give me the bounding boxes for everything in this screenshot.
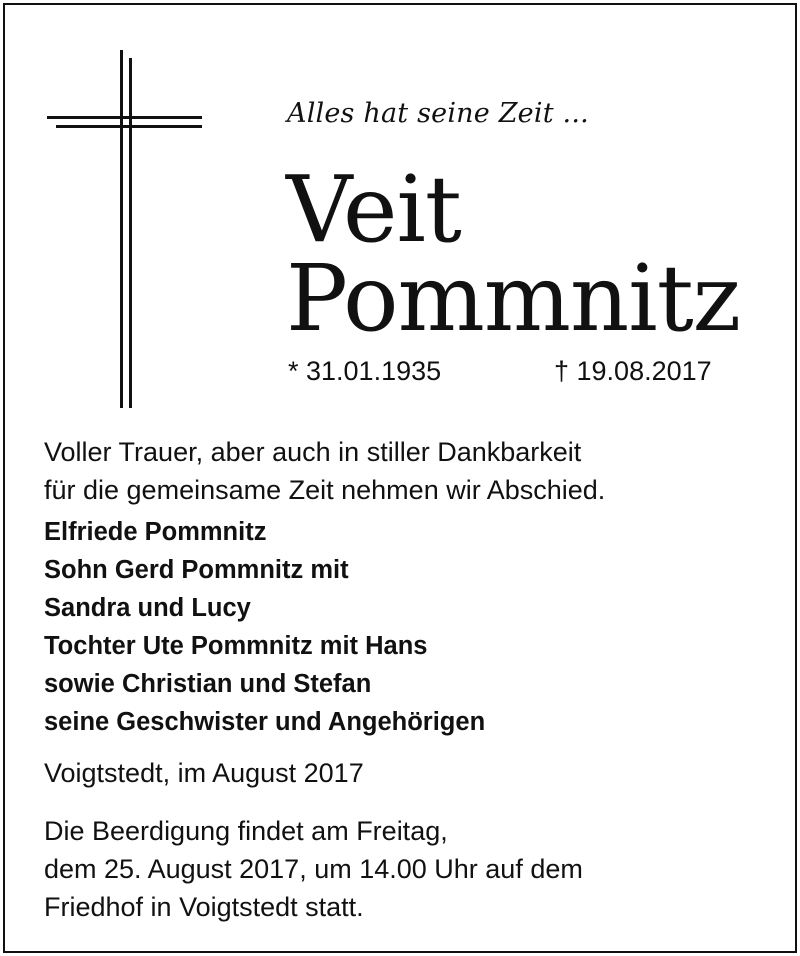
deceased-first-name: Veit xyxy=(286,156,461,263)
birth-date: * 31.01.1935 xyxy=(288,356,442,386)
deceased-last-name: Pommnitz xyxy=(286,245,741,352)
death-date: † 19.08.2017 xyxy=(554,356,712,386)
mourner-line: Elfriede Pommnitz xyxy=(44,518,267,546)
motto: Alles hat seine Zeit ... xyxy=(287,98,589,129)
burial-line: dem 25. August 2017, um 14.00 Uhr auf dem xyxy=(44,854,583,884)
mourner-line: seine Geschwister und Angehörigen xyxy=(44,708,486,736)
mourner-line: Sandra und Lucy xyxy=(44,594,251,622)
burial-info xyxy=(44,812,583,926)
burial-line: Friedhof in Voigtstedt statt. xyxy=(44,892,364,922)
intro-line: für die gemeinsame Zeit nehmen wir Abschied. xyxy=(44,475,606,505)
intro-text xyxy=(44,433,605,509)
mourner-line: Tochter Ute Pommnitz mit Hans xyxy=(44,632,428,660)
place-date: Voigtstedt, im August 2017 xyxy=(44,758,364,788)
intro-line: Voller Trauer, aber auch in stiller Dankbarkeit xyxy=(44,437,582,467)
mourner-line: Sohn Gerd Pommnitz mit xyxy=(44,556,349,584)
burial-line: Die Beerdigung findet am Freitag, xyxy=(44,816,448,846)
mourners-list xyxy=(44,513,485,741)
mourner-line: sowie Christian und Stefan xyxy=(44,670,372,698)
